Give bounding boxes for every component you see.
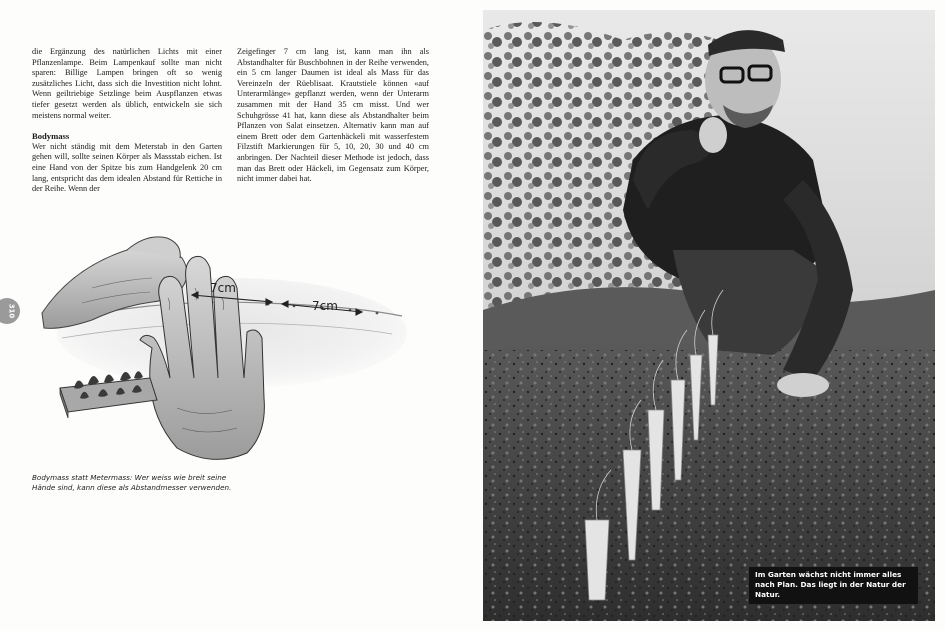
paragraph: die Ergänzung des natürlichen Lichts mit einer Pflanzenlampe. Beim Lampenkauf sollte man nicht sparen: Billige Lampen bringen oft so wenig zusätzliches Licht, dass sich die Investition nicht lohnt. Wenn geiltriebige Setzlinge beim Auspflanzen etwas tiefer gesetzt werden als üblich, entwickeln sie sich meistens normal weiter.: [32, 47, 222, 120]
page-number: 310: [7, 303, 15, 319]
gardener-photo: [483, 10, 935, 621]
illustration-caption: Bodymass statt Metermass: Wer weiss wie breit seine Hände sind, kann diese als Abstandmesser verwenden.: [32, 473, 232, 492]
measure-label-1: 7cm: [210, 281, 236, 295]
text-column-right: [237, 47, 429, 185]
section-heading: Bodymass: [32, 131, 70, 142]
paragraph: Wer nicht ständig mit dem Meterstab in den Garten gehen will, sollte seinen Körper als Massstab eichen. Ist eine Hand von der Spitze bis zum Handgelenk 20 cm lang, entspricht das dem idealen Abstand für Rettiche in der Reihe. Wenn der: [32, 141, 222, 194]
paragraph: Zeigefinger 7 cm lang ist, kann man ihn als Abstandhalter für Buschbohnen in der Reihe verwenden, ein 5 cm langer Daumen ist ideal als Mass für das Vereinzeln der Rüeblisaat. Krautstiele können «auf Unterarmlänge» gepflanzt werden, wenn der Unterarm zusammen mit der Hand 35 cm misst. Und wer Schuhgrösse 41 hat, kann diese als Abstandhalter beim Pflanzen von Salat einsetzen. Alternativ kann man auf einem Brett oder dem Gartenhäckeli mit wasserfestem Filzstift Markierungen für 5, 10, 20, 30 und 40 cm anbringen. Der Nachteil dieser Methode ist jedoch, dass man das Brett oder Häckeli, im Gegensatz zum Körper, nicht immer dabei hat.: [237, 47, 429, 184]
hand-measurement-illustration: [32, 228, 412, 468]
text-column-left: [32, 47, 222, 195]
photo-caption: Im Garten wächst nicht immer alles nach Plan. Das liegt in der Natur der Natur.: [749, 567, 918, 604]
page-number-badge: [0, 298, 20, 324]
measure-label-2: 7cm: [312, 299, 338, 313]
left-page: [0, 0, 470, 631]
